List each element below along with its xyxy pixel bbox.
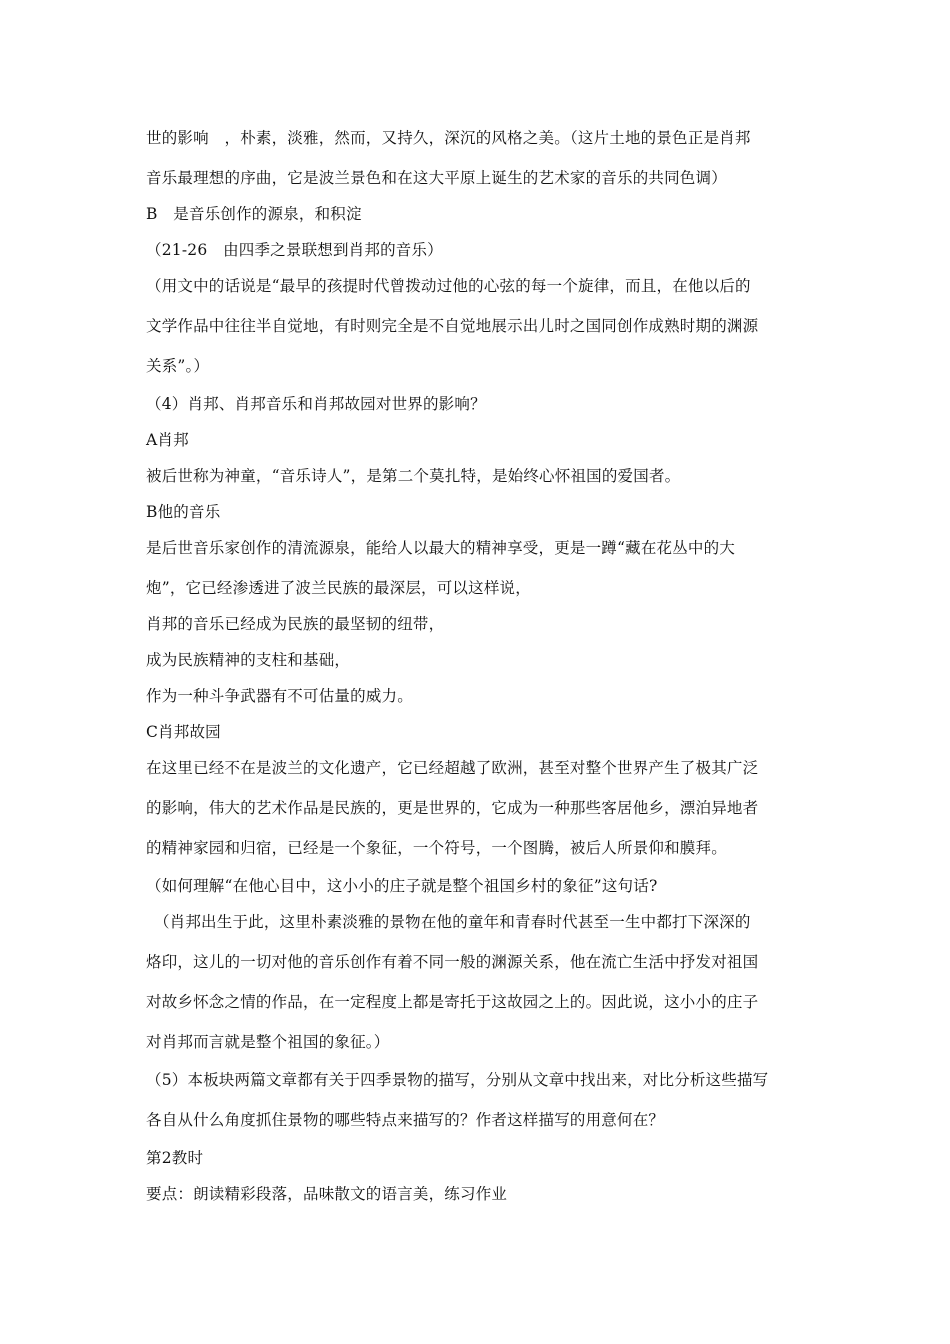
text-line: 各自从什么角度抓住景物的哪些特点来描写的？作者这样描写的用意何在？ — [146, 1111, 665, 1129]
text-line: 被后世称为神童，“音乐诗人”，是第二个莫扎特，是始终心怀祖国的爱国者。 — [146, 467, 681, 485]
text-line: 肖邦的音乐已经成为民族的最坚韧的纽带， — [146, 615, 445, 633]
text-line: 音乐最理想的序曲，它是波兰景色和在这大平原上诞生的艺术家的音乐的共同色调） — [146, 169, 727, 187]
text-line: 成为民族精神的支柱和基础， — [146, 651, 351, 669]
text-line: B 是音乐创作的源泉，和积淀 — [146, 205, 362, 223]
text-line: 在这里已经不在是波兰的文化遗产，它已经超越了欧洲，甚至对整个世界产生了极其广泛 — [146, 759, 759, 777]
text-line: 作为一种斗争武器有不可估量的威力。 — [146, 687, 413, 705]
question-heading: （4）肖邦、肖邦音乐和肖邦故园对世界的影响？ — [146, 395, 486, 413]
text-line: 对肖邦而言就是整个祖国的象征。） — [146, 1033, 390, 1051]
text-line: （如何理解“在他心目中，这小小的庄子就是整个祖国乡村的象征”这句话? — [146, 877, 658, 895]
section-label: C肖邦故园 — [146, 723, 221, 741]
text-line: 对故乡怀念之情的作品，在一定程度上都是寄托于这故园之上的。因此说，这小小的庄子 — [146, 993, 759, 1011]
text-line: （肖邦出生于此，这里朴素淡雅的景物在他的童年和青春时代甚至一生中都打下深深的 — [146, 913, 751, 931]
text-line: 的精神家园和归宿，已经是一个象征，一个符号，一个图腾，被后人所景仰和膜拜。 — [146, 839, 727, 857]
text-line: 要点：朗读精彩段落，品味散文的语言美，练习作业 — [146, 1185, 508, 1203]
text-line: 烙印，这儿的一切对他的音乐创作有着不同一般的渊源关系，他在流亡生活中抒发对祖国 — [146, 953, 759, 971]
text-line: 是后世音乐家创作的清流源泉，能给人以最大的精神享受，更是一蹲“藏在花丛中的大 — [146, 539, 736, 557]
section-label: B他的音乐 — [146, 503, 221, 521]
lesson-heading: 第2教时 — [146, 1149, 204, 1167]
text-line: 文学作品中往往半自觉地，有时则完全是不自觉地展示出儿时之国同创作成熟时期的渊源 — [146, 317, 759, 335]
text-line: 世的影响 ，朴素，淡雅，然而，又持久，深沉的风格之美。（这片土地的景色正是肖邦 — [146, 129, 751, 147]
text-line: 的影响，伟大的艺术作品是民族的，更是世界的，它成为一种那些客居他乡，漂泊异地者 — [146, 799, 759, 817]
text-line: （用文中的话说是“最早的孩提时代曾拨动过他的心弦的每一个旋律，而且，在他以后的 — [146, 277, 751, 295]
section-label: A肖邦 — [146, 431, 189, 449]
text-line: 炮”，它已经渗透进了波兰民族的最深层，可以这样说， — [146, 579, 531, 597]
question-heading: （5）本板块两篇文章都有关于四季景物的描写，分别从文章中找出来，对比分析这些描写 — [146, 1071, 769, 1089]
text-line: 关系”。） — [146, 357, 210, 375]
text-line: （21-26 由四季之景联想到肖邦的音乐） — [146, 241, 443, 259]
